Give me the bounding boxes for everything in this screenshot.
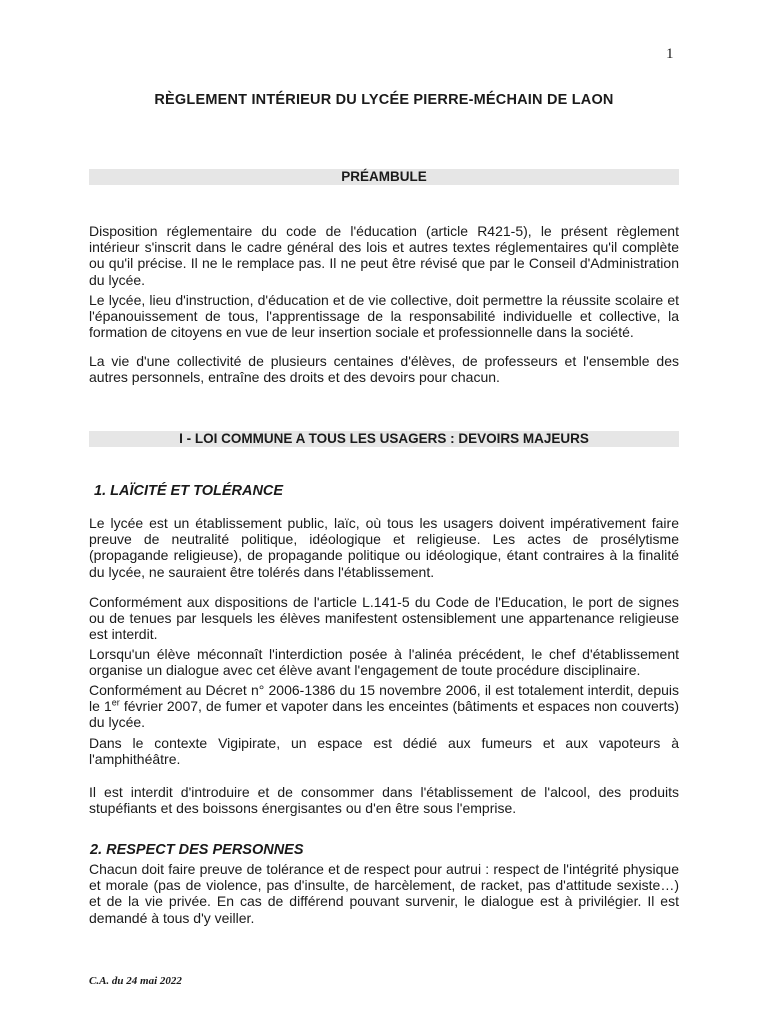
preamble-heading: PRÉAMBULE (89, 169, 679, 185)
laicite-paragraph-3: Lorsqu'un élève méconnaît l'interdiction posée à l'alinéa précédent, le chef d'établissement organise un dialogue avec cet élève avant l'engagement de toute procédure disciplinaire. (89, 646, 679, 679)
laicite-paragraph-1: Le lycée est un établissement public, laïc, où tous les usagers doivent impérativement faire preuve de neutralité politique, idéologique et religieuse. Les actes de prosélytisme (propagande religieuse), de propagande politique ou idéologique, étant contraires à la finalité du lycée, ne sauraient être tolérés dans l'établissement. (89, 515, 679, 580)
document-title: RÈGLEMENT INTÉRIEUR DU LYCÉE PIERRE-MÉCHAIN DE LAON (154, 92, 614, 108)
subsection-1-heading: 1. LAÏCITÉ ET TOLÉRANCE (94, 483, 284, 499)
decree-superscript: er (111, 697, 120, 708)
vigipirate-paragraph: Dans le contexte Vigipirate, un espace est dédié aux fumeurs et aux vapoteurs à l'amphithéâtre. (89, 735, 679, 768)
section-1-heading: I - LOI COMMUNE A TOUS LES USAGERS : DEVOIRS MAJEURS (89, 431, 679, 447)
preamble-paragraph-3: La vie d'une collectivité de plusieurs centaines d'élèves, de professeurs et l'ensemble des autres personnels, entraîne des droits et des devoirs pour chacun. (89, 353, 679, 386)
decree-text-after: février 2007, de fumer et vapoter dans les enceintes (bâtiments et espaces non couverts) du lycée. (89, 698, 679, 731)
footer-date: C.A. du 24 mai 2022 (89, 975, 182, 987)
page-number: 1 (666, 46, 674, 62)
alcohol-paragraph: Il est interdit d'introduire et de consommer dans l'établissement de l'alcool, des produits stupéfiants et des boissons énergisantes ou d'en être sous l'emprise. (89, 784, 679, 817)
preamble-paragraph-1: Disposition réglementaire du code de l'éducation (article R421-5), le présent règlement intérieur s'inscrit dans le cadre général des lois et autres textes réglementaires qu'il complète ou qu'il précise. Il ne le remplace pas. Il ne peut être révisé que par le Conseil d'Administration du lycée. (89, 223, 679, 288)
preamble-paragraph-2: Le lycée, lieu d'instruction, d'éducation et de vie collective, doit permettre la réussite scolaire et l'épanouissement de tous, l'apprentissage de la responsabilité individuelle et collective, la formation de citoyens en vue de leur insertion sociale et professionnelle dans la société. (89, 292, 679, 341)
decree-text-before: Conformément au Décret n° 2006-1386 du 15 novembre 2006, il est totalement interdit, depuis le 1 (89, 682, 679, 715)
laicite-paragraph-2: Conformément aux dispositions de l'article L.141-5 du Code de l'Education, le port de signes ou de tenues par lesquels les élèves manifestent ostensiblement une appartenance religieuse est interdit. (89, 594, 679, 643)
respect-paragraph: Chacun doit faire preuve de tolérance et de respect pour autrui : respect de l'intégrité physique et morale (pas de violence, pas d'insulte, de harcèlement, de racket, pas d'attitude sexiste…) et de la vie privée. En cas de différend pouvant survenir, le dialogue est à privilégier. Il est demandé à tous d'y veiller. (89, 861, 679, 926)
subsection-2-heading: 2. RESPECT DES PERSONNES (90, 842, 304, 858)
smoking-decree-paragraph (89, 682, 679, 731)
